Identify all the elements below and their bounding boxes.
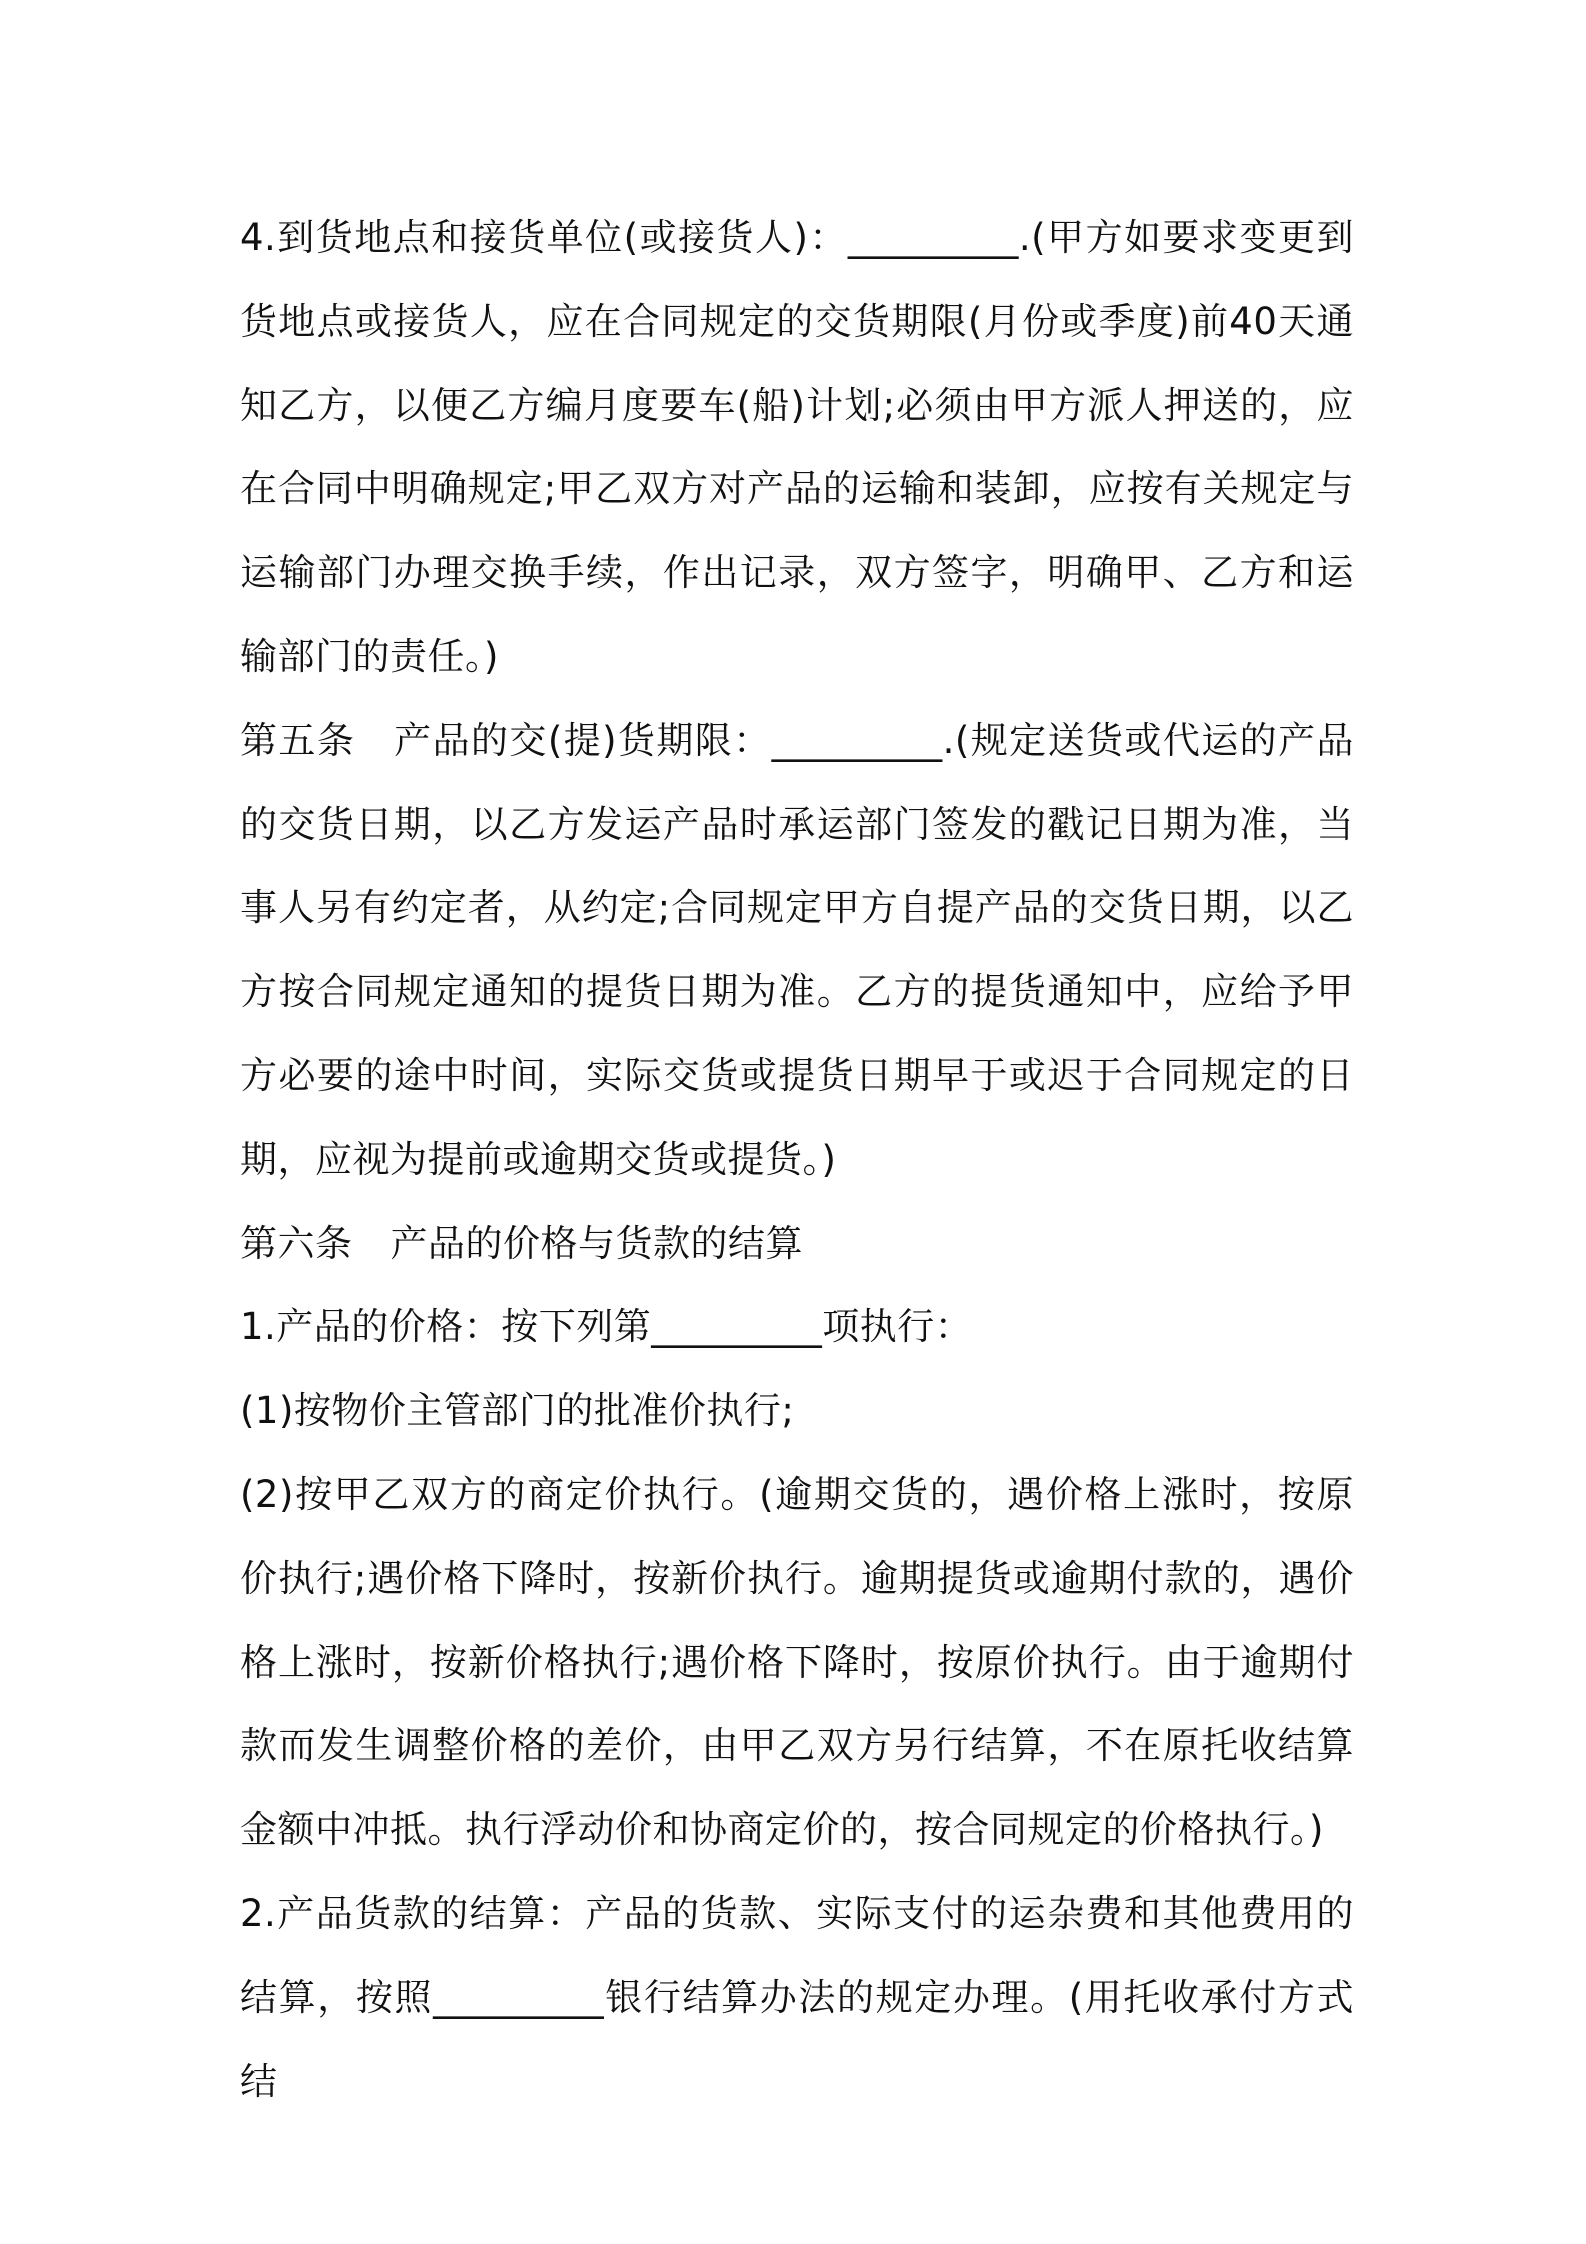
paragraph-delivery-location: 4.到货地点和接货单位(或接货人)：_________.(甲方如要求变更到货地点或接货人，应在合同规定的交货期限(月份或季度)前40天通知乙方，以便乙方编月度要车(船)计划;必须由甲方派人押送的，应在合同中明确规定;甲乙双方对产品的运输和装卸，应按有关规定与运输部门办理交换手续，作出记录，双方签字，明确甲、乙方和运输部门的责任。) — [240, 216, 1354, 678]
document-body — [240, 196, 1354, 2123]
paragraph-article-six — [240, 1202, 1354, 1286]
paragraph-price-option-2: (2)按甲乙双方的商定价执行。(逾期交货的，遇价格上涨时，按原价执行;遇价格下降时，按新价执行。逾期提货或逾期付款的，遇价格上涨时，按新价格执行;遇价格下降时，按原价执行。由于逾期付款而发生调整价格的差价，由甲乙双方另行结算，不在原托收结算金额中冲抵。执行浮动价和协商定价的，按合同规定的价格执行。) — [240, 1472, 1354, 1852]
article-five-heading: 第五条 — [240, 718, 356, 762]
article-five-text: 产品的交(提)货期限：_________.(规定送货或代运的产品的交货日期，以乙方发运产品时承运部门签发的戳记日期为准，当事人另有约定者，从约定;合同规定甲方自提产品的交货日期，以乙方按合同规定通知的提货日期为准。乙方的提货通知中，应给予甲方必要的途中时间，实际交货或提货日期早于或迟于合同规定的日期，应视为提前或逾期交货或提货。) — [240, 718, 1355, 1181]
paragraph-price: 1.产品的价格：按下列第_________项执行： — [240, 1305, 973, 1349]
article-six-title: 产品的价格与货款的结算 — [390, 1221, 803, 1265]
paragraph-price-option-1: (1)按物价主管部门的批准价执行; — [240, 1389, 795, 1433]
article-six-heading: 第六条 — [240, 1221, 353, 1265]
paragraph-article-five — [240, 699, 1354, 1202]
paragraph-payment-settlement: 2.产品货款的结算：产品的货款、实际支付的运杂费和其他费用的结算，按照_________银行结算办法的规定办理。(用托收承付方式结 — [240, 1891, 1354, 2103]
